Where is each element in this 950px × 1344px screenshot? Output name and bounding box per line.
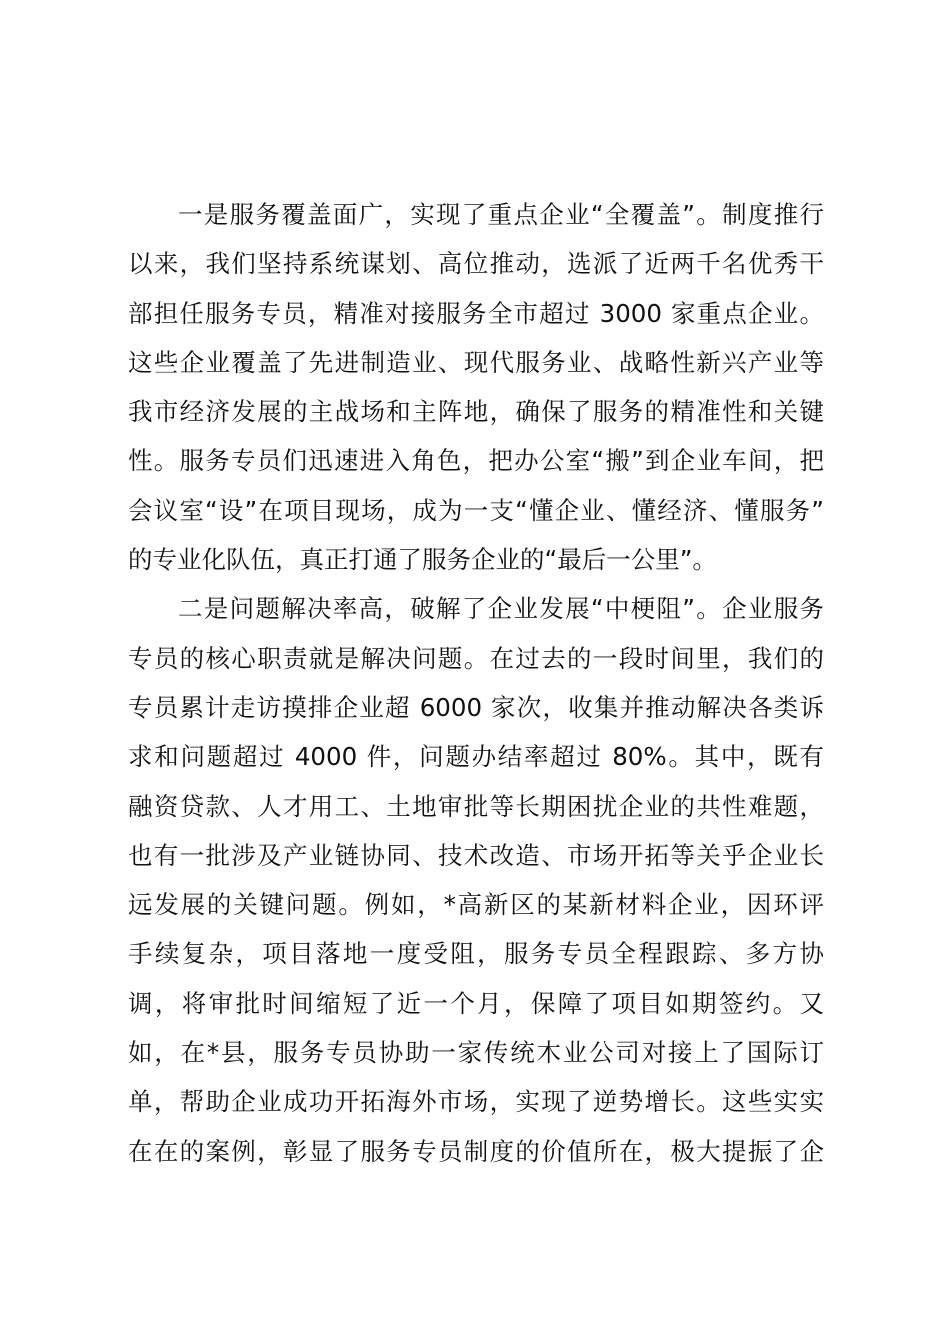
text-line: 二是问题解决率高，破解了企业发展“中梗阻”。企业服务 (178, 594, 824, 624)
paragraph-service-coverage (128, 190, 824, 584)
text-line: 调，将审批时间缩短了近一个月，保障了项目如期签约。又 (128, 988, 824, 1018)
text-line: 远发展的关键问题。例如，*高新区的某新材料企业，因环评 (128, 890, 824, 920)
document-body (128, 190, 824, 1176)
text-line: 以来，我们坚持系统谋划、高位推动，选派了近两千名优秀干 (128, 249, 824, 279)
text-line: 这些企业覆盖了先进制造业、现代服务业、战略性新兴产业等 (128, 347, 824, 377)
text-line: 手续复杂，项目落地一度受阻，服务专员全程跟踪、多方协 (128, 939, 824, 969)
text-line: 在在的案例，彰显了服务专员制度的价值所在，极大提振了企 (128, 1136, 824, 1166)
text-line: 也有一批涉及产业链协同、技术改造、市场开拓等关乎企业长 (128, 840, 824, 870)
text-line: 我市经济发展的主战场和主阵地，确保了服务的精准性和关键 (128, 397, 824, 427)
text-line: 单，帮助企业成功开拓海外市场，实现了逆势增长。这些实实 (128, 1087, 824, 1117)
paragraph-problem-solving (128, 584, 824, 1176)
text-line: 部担任服务专员，精准对接服务全市超过 3000 家重点企业。 (128, 298, 824, 328)
text-line: 的专业化队伍，真正打通了服务企业的“最后一公里”。 (128, 545, 717, 575)
text-line: 会议室“设”在项目现场，成为一支“懂企业、懂经济、懂服务” (128, 495, 824, 525)
text-line: 性。服务专员们迅速进入角色，把办公室“搬”到企业车间，把 (128, 446, 824, 476)
text-line: 如，在*县，服务专员协助一家传统木业公司对接上了国际订 (128, 1038, 824, 1068)
text-line: 专员的核心职责就是解决问题。在过去的一段时间里，我们的 (128, 643, 824, 673)
text-line: 求和问题超过 4000 件，问题办结率超过 80%。其中，既有 (128, 742, 824, 772)
text-line: 一是服务覆盖面广，实现了重点企业“全覆盖”。制度推行 (178, 200, 824, 229)
text-line: 专员累计走访摸排企业超 6000 家次，收集并推动解决各类诉 (128, 692, 824, 722)
text-line: 融资贷款、人才用工、土地审批等长期困扰企业的共性难题， (128, 791, 824, 821)
